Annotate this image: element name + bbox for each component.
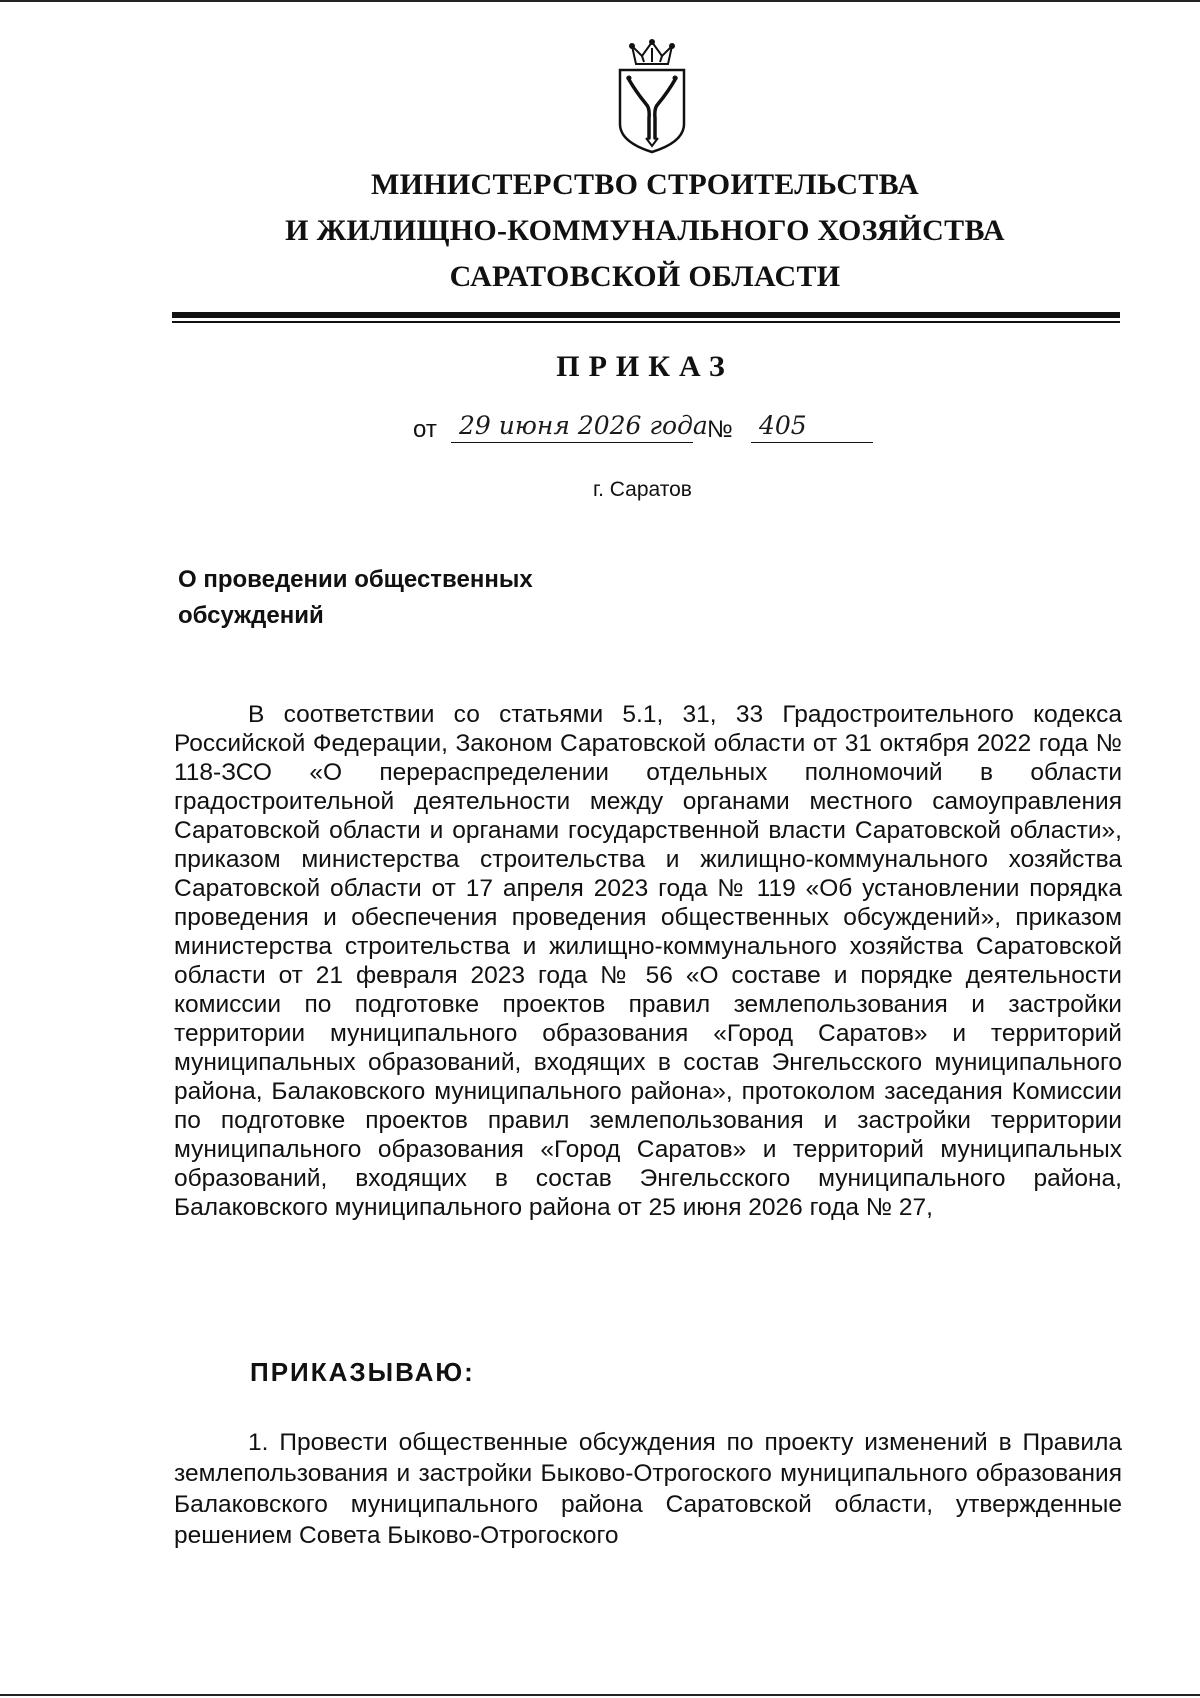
page-bottom-edge — [0, 1694, 1200, 1696]
subject-line-2: обсуждений — [178, 602, 324, 629]
city-label: г. Саратов — [593, 478, 692, 501]
date-field — [451, 411, 708, 443]
number-label: № — [707, 416, 733, 443]
date-prefix: от — [413, 416, 437, 443]
saratov-oblast-coat-of-arms-icon — [616, 38, 688, 156]
handwritten-number: 405 — [759, 411, 807, 440]
order-verb-heading: ПРИКАЗЫВАЮ: — [250, 1357, 475, 1387]
order-date-number-line — [413, 412, 873, 446]
page-top-edge — [0, 0, 1200, 2]
ministry-line-2: И ЖИЛИЩНО-КОММУНАЛЬНОГО ХОЗЯЙСТВА — [285, 214, 1005, 247]
header-divider-thin — [172, 321, 1120, 323]
ministry-line-3: САРАТОВСКОЙ ОБЛАСТИ — [449, 260, 841, 293]
handwritten-date: 29 июня 2026 года — [459, 411, 708, 440]
order-title: ПРИКАЗ — [556, 350, 734, 383]
preamble-paragraph: В соответствии со статьями 5.1, 31, 33 Градостроительного кодекса Российской Федерации, Законом Саратовской области от 31 октября 2022 года № 118-ЗСО «О перераспределении отдельных полномочий в области градостроительной деятельности между органами местного самоуправления Саратовской области и органами государственной власти Саратовской области», приказом министерства строительства и жилищно-коммунального хозяйства Саратовской области от 17 апреля 2023 года № 119 «Об установлении порядка проведения и обеспечения проведения общественных обсуждений», приказом министерства строительства и жилищно-коммунального хозяйства Саратовской области от 21 февраля 2023 года № 56 «О составе и порядке деятельности комиссии по подготовке проектов правил землепользования и застройки территории муниципального образования «Город Саратов» и территорий муниципальных образований, входящих в состав Энгельсского муниципального района, Балаковского муниципального района», протоколом заседания Комиссии по подготовке проектов правил землепользования и застройки территории муниципального образования «Город Саратов» и территорий муниципальных образований, входящих в состав Энгельсского муниципального района, Балаковского муниципального района от 25 июня 2026 года № 27, — [174, 701, 1122, 1221]
ministry-line-1: МИНИСТЕРСТВО СТРОИТЕЛЬСТВА — [370, 168, 920, 201]
subject-line-1: О проведении общественных — [178, 566, 533, 593]
order-subject — [178, 562, 678, 634]
ministry-name — [160, 162, 1130, 300]
number-field — [751, 412, 873, 443]
order-item-1: 1. Провести общественные обсуждения по проекту изменений в Правила землепользования и застройки Быково-Отрогоского муниципального образования Балаковского муниципального района Саратовской области, утвержденные решением Совета Быково-Отрогоского — [174, 1429, 1122, 1549]
header-divider-thick — [172, 312, 1120, 318]
